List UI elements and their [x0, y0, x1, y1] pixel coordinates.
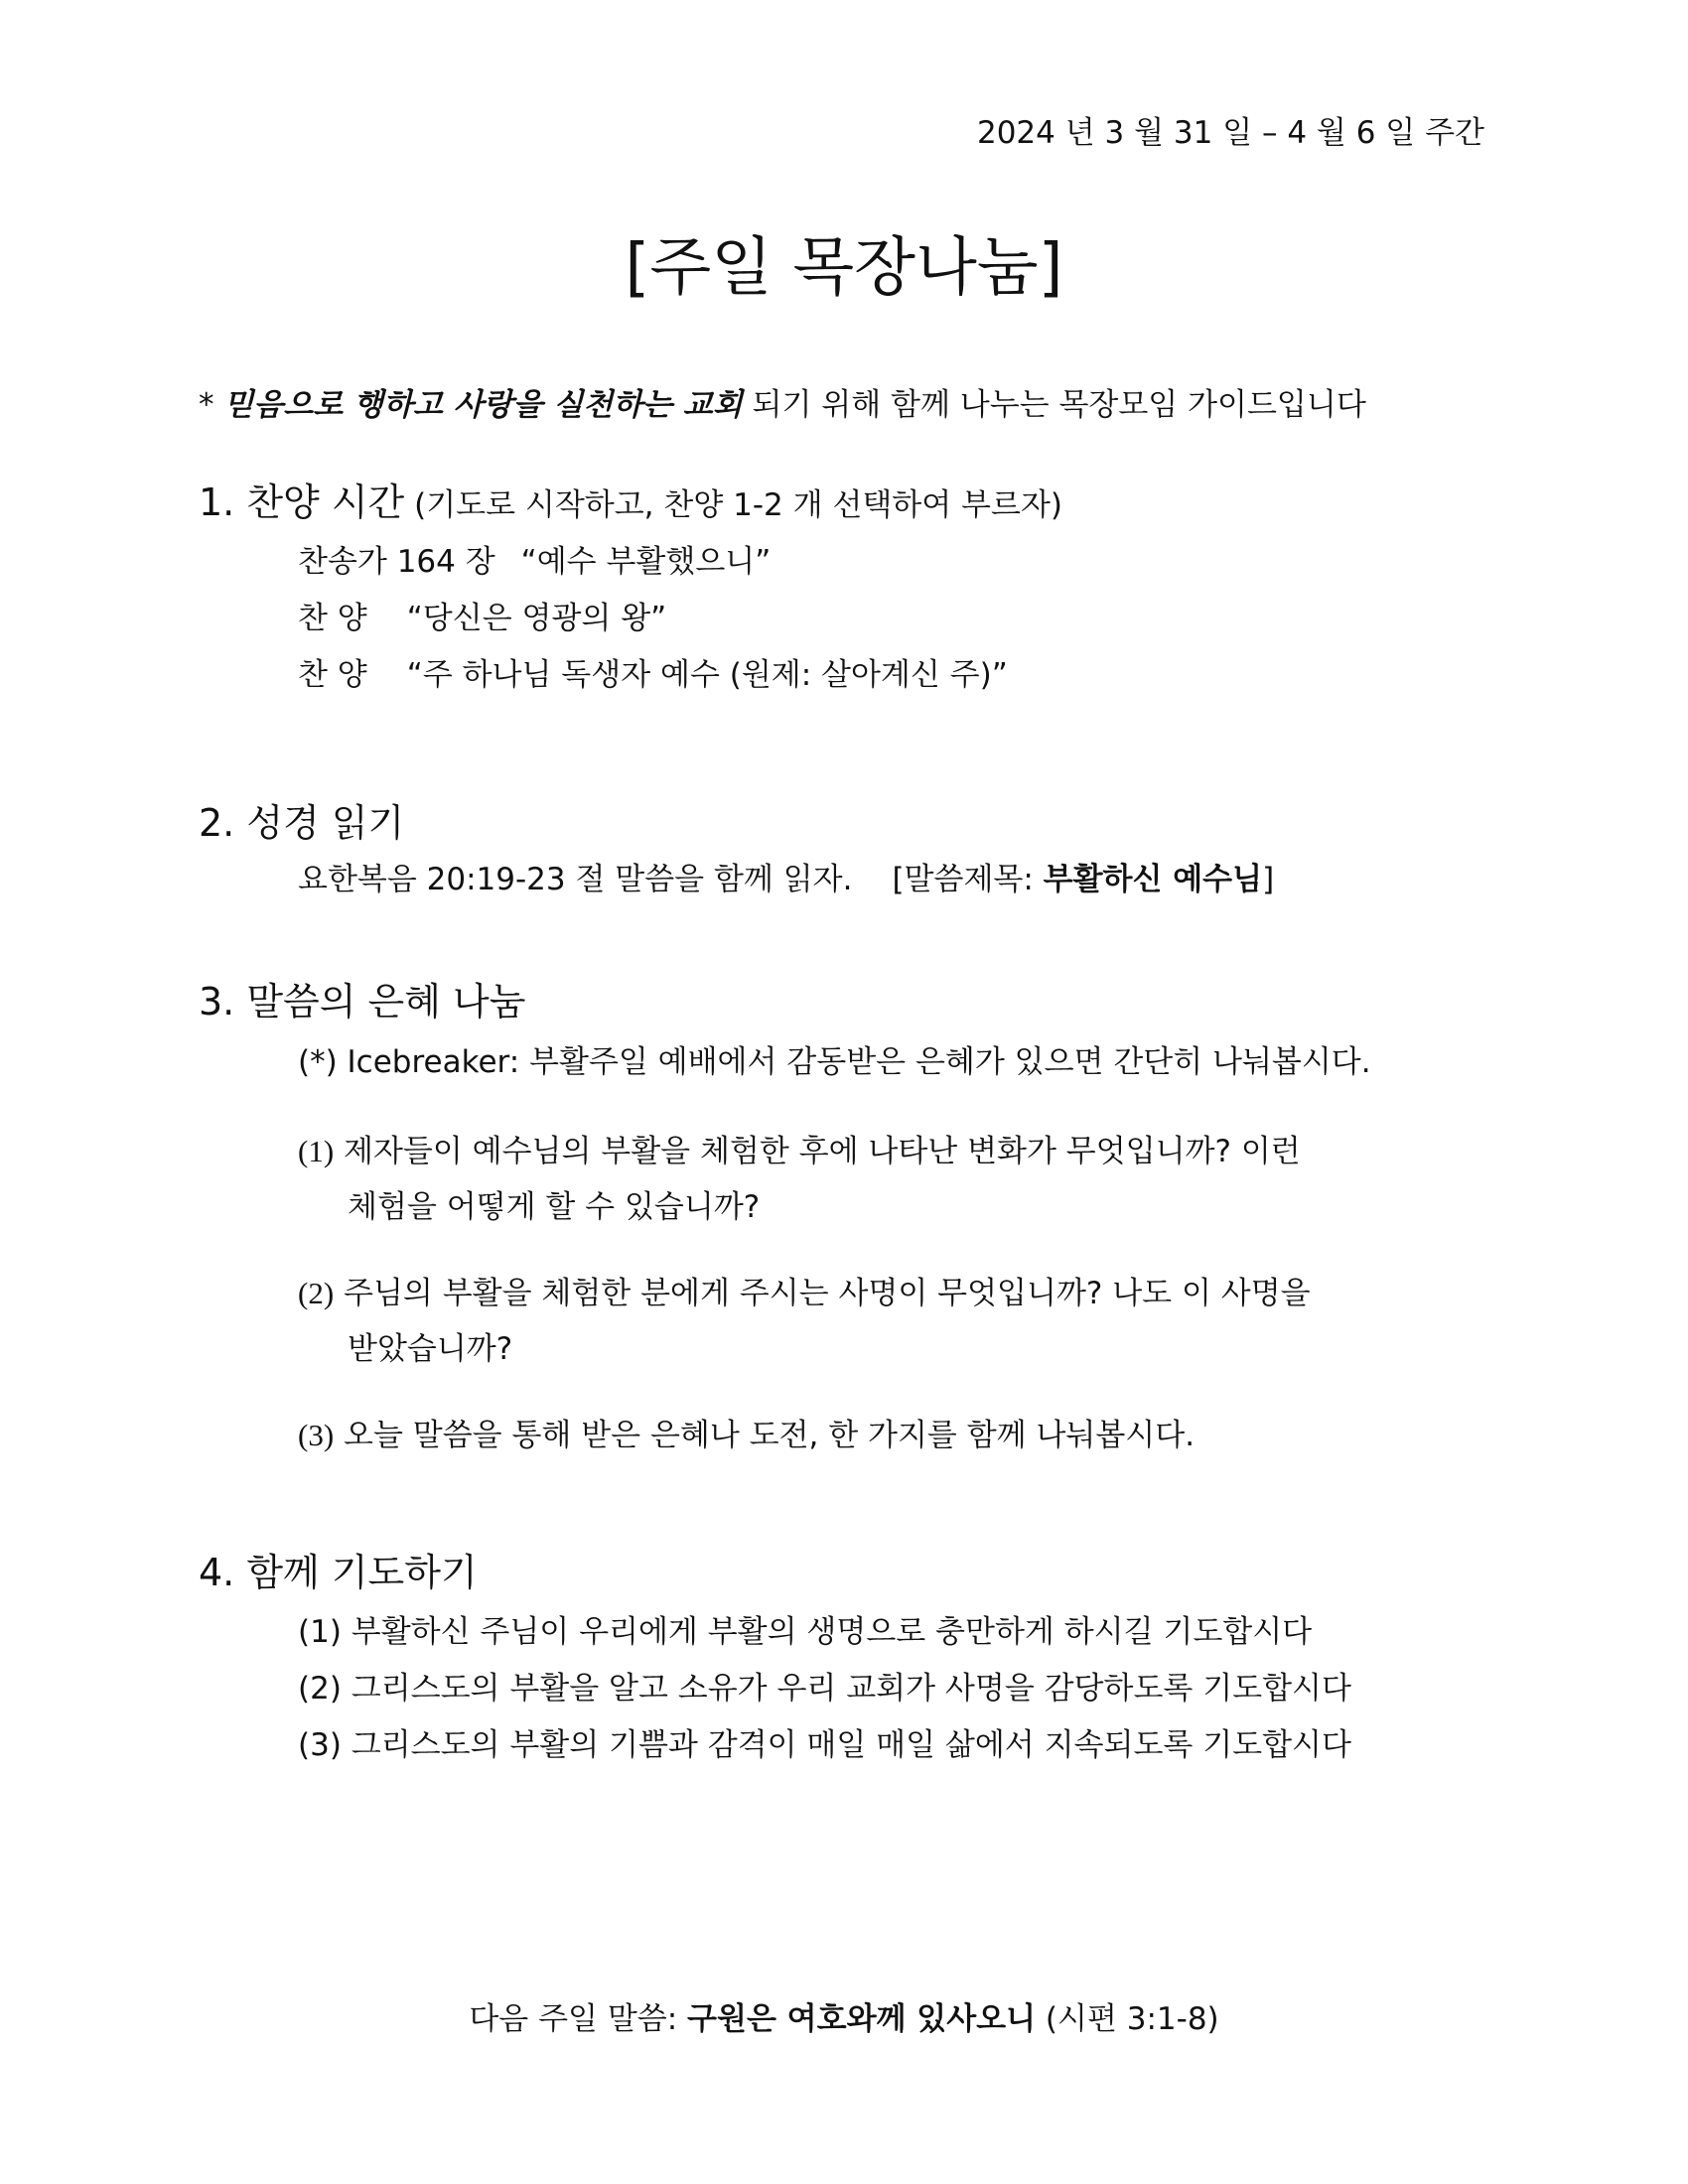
- prayer-item: (2) 그리스도의 부활을 알고 소유가 우리 교회가 사명을 감당하도록 기도합시다: [298, 1671, 1351, 1706]
- question-continuation: 받았습니까?: [348, 1331, 513, 1367]
- song-label: 찬 양: [298, 657, 367, 693]
- prayer-item: (1) 부활하신 주님이 우리에게 부활의 생명으로 충만하게 하시길 기도합시다: [298, 1614, 1313, 1650]
- bible-reading: [298, 854, 1274, 898]
- intro-bullet: *: [199, 387, 214, 423]
- question-item: [298, 1268, 1311, 1312]
- icebreaker: (*) Icebreaker: 부활주일 예배에서 감동받은 은혜가 있으면 간단히 나눠봅시다.: [298, 1044, 1371, 1080]
- sermon-suffix: ]: [1262, 862, 1275, 897]
- sermon-prefix: [말씀제목:: [892, 862, 1044, 897]
- footer-sermon-title: 구원은 여호와께 있사오니: [687, 2001, 1037, 2037]
- question-number: (2): [298, 1276, 335, 1310]
- question-number: (3): [298, 1418, 335, 1452]
- song-label: 찬송가 164 장: [298, 544, 495, 580]
- prayer-item: (3) 그리스도의 부활의 기쁨과 감격이 매일 매일 삶에서 지속되도록 기도합시다: [298, 1727, 1351, 1763]
- intro-emphasis: 믿음으로 행하고 사랑을 실천하는 교회: [223, 387, 743, 423]
- song-name: “주 하나님 독생자 예수 (원제: 살아계신 주)”: [406, 657, 1008, 693]
- question-continuation: 체험을 어떻게 할 수 있습니까?: [348, 1189, 761, 1225]
- section1-heading: [199, 472, 1062, 526]
- next-week-sermon: [0, 1993, 1688, 2038]
- sermon-title: 부활하신 예수님: [1043, 862, 1263, 897]
- song-label: 찬 양: [298, 601, 367, 636]
- intro-line: [199, 379, 1366, 424]
- song-name: “예수 부활했으니”: [520, 544, 772, 580]
- intro-rest: 되기 위해 함께 나누는 목장모임 가이드입니다: [742, 387, 1366, 423]
- question-text: 주님의 부활을 체험한 분에게 주시는 사명이 무엇입니까? 나도 이 사명을: [334, 1276, 1311, 1311]
- section1-subtitle: (기도로 시작하고, 찬양 1-2 개 선택하여 부르자): [404, 487, 1062, 523]
- song-item: [298, 649, 1008, 694]
- section1-title: 1. 찬양 시간: [199, 480, 405, 524]
- question-text: 오늘 말씀을 통해 받은 은혜나 도전, 한 가지를 함께 나눠봅시다.: [334, 1418, 1196, 1453]
- footer-reference: (시편 3:1-8): [1036, 2001, 1219, 2037]
- page-title: [주일 목장나눔]: [625, 231, 1063, 305]
- question-text: 제자들이 예수님의 부활을 체험한 후에 나타난 변화가 무엇입니까? 이런: [334, 1134, 1301, 1169]
- song-name: “당신은 영광의 왕”: [406, 601, 667, 636]
- question-item: [298, 1126, 1301, 1170]
- section3-title: 3. 말씀의 은혜 나눔: [199, 980, 526, 1024]
- reading-text: 요한복음 20:19-23 절 말씀을 함께 읽자.: [298, 862, 853, 897]
- song-item: [298, 536, 771, 581]
- question-item: [298, 1410, 1195, 1454]
- section2-title: 2. 성경 읽기: [199, 801, 405, 845]
- section4-title: 4. 함께 기도하기: [199, 1551, 478, 1594]
- song-item: [298, 593, 666, 637]
- question-number: (1): [298, 1134, 335, 1168]
- footer-prefix: 다음 주일 말씀:: [469, 2001, 688, 2037]
- date-range: 2024 년 3 월 31 일 – 4 월 6 일 주간: [976, 115, 1484, 151]
